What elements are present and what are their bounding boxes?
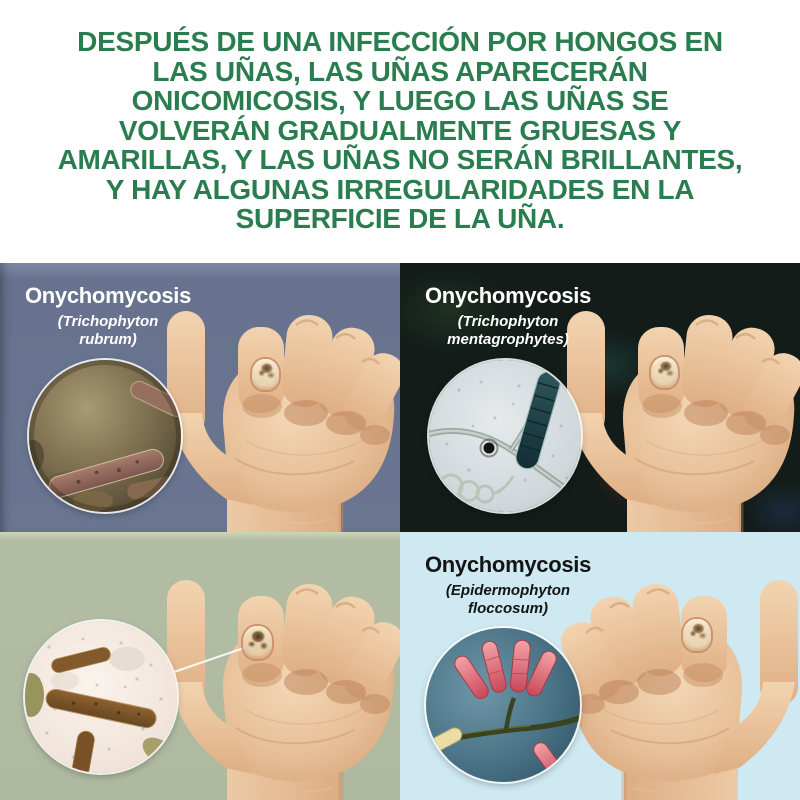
infected-nail xyxy=(651,357,678,388)
infected-nail xyxy=(683,619,711,651)
panel-trichophyton-mentagrophytes xyxy=(400,263,800,532)
subtitle-line-1: (Trichophyton xyxy=(57,313,159,330)
subtitle-line-1: (Epidermophyton xyxy=(445,582,571,599)
microconidium-dot xyxy=(484,443,495,454)
panel-subtitle xyxy=(408,582,608,617)
header-line-1: DESPUÉS DE UNA INFECCIÓN POR HONGOS EN xyxy=(77,26,723,57)
panel-unlabeled-sage xyxy=(0,532,400,800)
header-line-5: AMARILLAS, Y LAS UÑAS NO SERÁN BRILLANTES, xyxy=(57,144,743,175)
microscope-inset-fungi xyxy=(25,621,177,773)
infected-nail xyxy=(243,626,272,659)
header-line-6: Y HAY ALGUNAS IRREGULARIDADES EN LA xyxy=(105,173,695,205)
microscope-inset-trichophyton-mentagrophytes xyxy=(429,360,581,512)
panel-title: Onychomycosis xyxy=(424,552,592,577)
header-line-2: LAS UÑAS, LAS UÑAS APARECERÁN xyxy=(152,55,648,87)
subtitle-line-2: mentagrophytes) xyxy=(447,330,569,348)
subtitle-line-2: floccosum) xyxy=(467,599,548,617)
header-line-7: SUPERFICIE DE LA UÑA. xyxy=(235,203,565,234)
panel-heading xyxy=(408,552,608,617)
panel-subtitle xyxy=(8,313,208,348)
panel-heading xyxy=(8,283,208,348)
panel-heading xyxy=(408,283,608,348)
panel-subtitle xyxy=(408,313,608,348)
subtitle-line-2: rubrum) xyxy=(79,330,137,348)
microscope-inset-trichophyton-rubrum xyxy=(29,360,181,512)
header-line-4: VOLVERÁN GRADUALMENTE GRUESAS Y xyxy=(118,114,682,146)
header-line-3: ONICOMICOSIS, Y LUEGO LAS UÑAS SE xyxy=(131,85,669,116)
infected-nail xyxy=(252,359,279,390)
panel-title: Onychomycosis xyxy=(424,283,592,308)
panel-epidermophyton-floccosum xyxy=(400,532,800,800)
header-text-block xyxy=(0,0,800,263)
microscope-inset-epidermophyton-floccosum xyxy=(426,628,580,782)
panel-trichophyton-rubrum xyxy=(0,263,400,532)
panel-title: Onychomycosis xyxy=(24,283,192,308)
subtitle-line-1: (Trichophyton xyxy=(457,313,559,330)
